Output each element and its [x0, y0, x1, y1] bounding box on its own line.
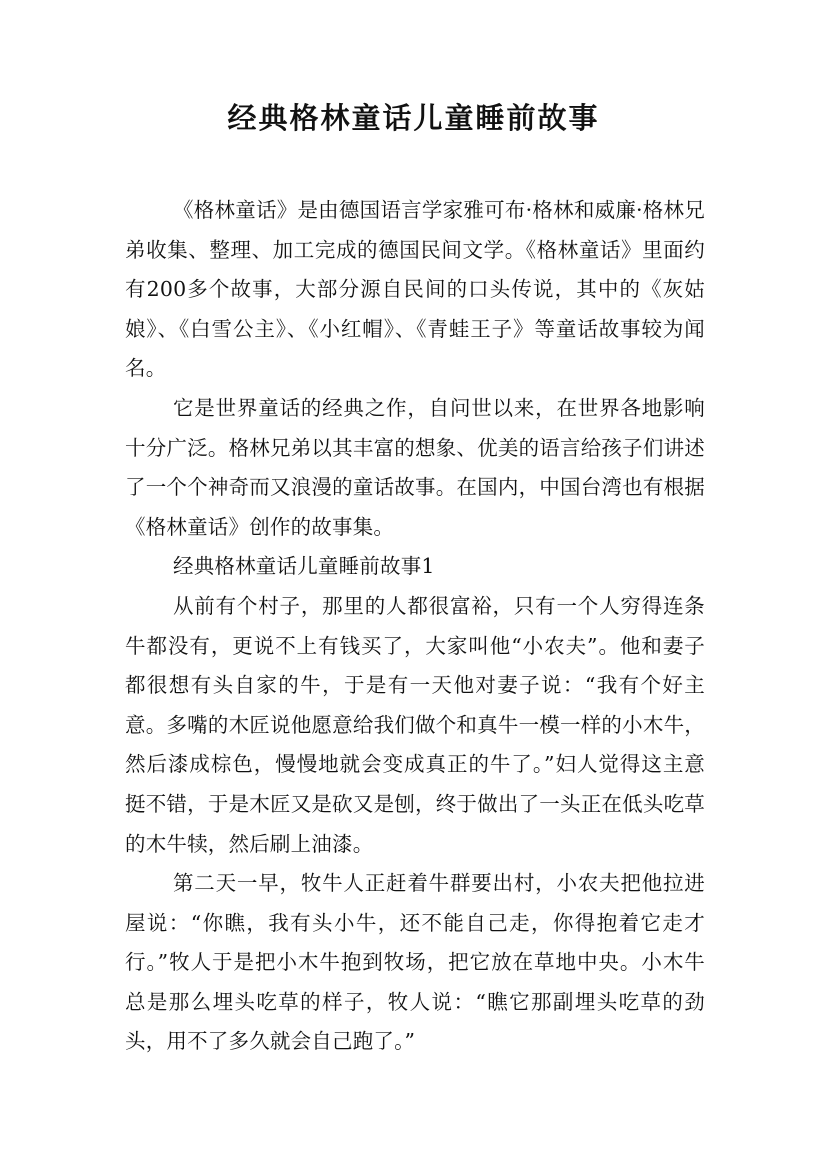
paragraph-story-2: 第二天一早，牧牛人正赶着牛群要出村，小农夫把他拉进屋说：“你瞧，我有头小牛，还不能自己走，你得抱着它走才行。”牧人于是把小木牛抱到牧场，把它放在草地中央。小木牛总是那么埋头吃草的样子，牧人说：“瞧它那副埋头吃草的劲头，用不了多久就会自己跑了。”	[125, 871, 705, 1054]
paragraph-story-1: 从前有个村子，那里的人都很富裕，只有一个人穷得连条牛都没有，更说不上有钱买了，大家叫他“小农夫”。他和妻子都很想有头自家的牛，于是有一天他对妻子说：“我有个好主意。多嘴的木匠说他愿意给我们做个和真牛一模一样的小木牛，然后漆成棕色，慢慢地就会变成真正的牛了。”妇人觉得这主意挺不错，于是木匠又是砍又是刨，终于做出了一头正在低头吃草的木牛犊，然后刷上油漆。	[125, 593, 705, 856]
story-heading: 经典格林童话儿童睡前故事1	[173, 554, 435, 579]
document-body	[125, 191, 705, 1062]
paragraph-intro: 《格林童话》是由德国语言学家雅可布·格林和威廉·格林兄弟收集、整理、加工完成的德国民间文学。《格林童话》里面约有200多个故事，大部分源自民间的口头传说，其中的《灰姑娘》、《白雪公主》、《小红帽》、《青蛙王子》等童话故事较为闻名。	[125, 198, 705, 381]
document-title: 经典格林童话儿童睡前故事	[227, 101, 600, 135]
paragraph-significance: 它是世界童话的经典之作，自问世以来，在世界各地影响十分广泛。格林兄弟以其丰富的想象、优美的语言给孩子们讲述了一个个神奇而又浪漫的童话故事。在国内，中国台湾也有根据《格林童话》创作的故事集。	[125, 395, 705, 539]
